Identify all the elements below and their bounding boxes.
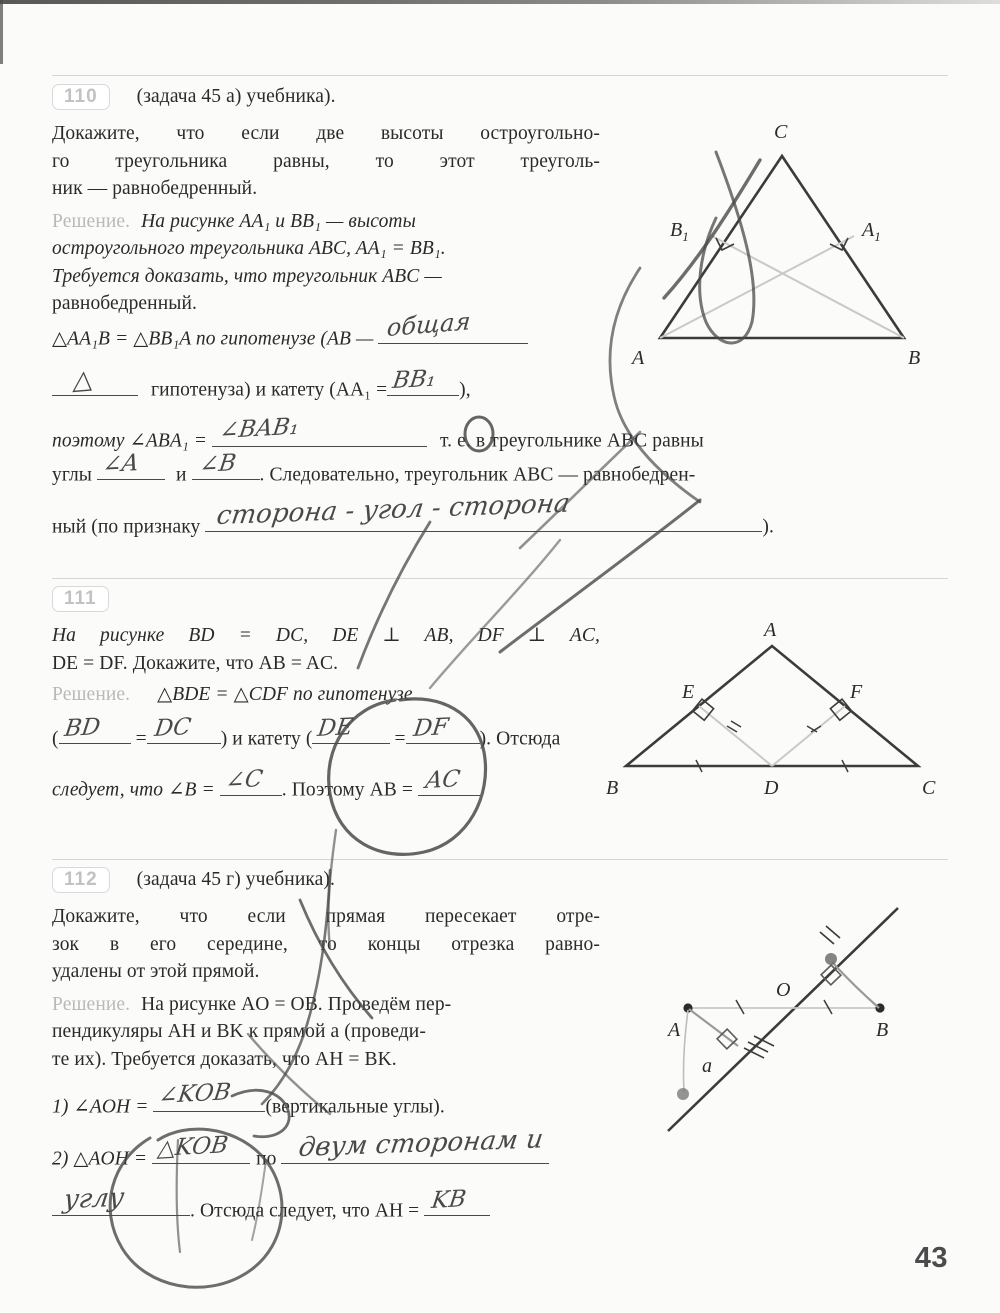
- solution-label-110: Решение.: [52, 210, 131, 232]
- problem-111-header: [52, 586, 600, 612]
- problem-111-statement-line-1: На рисунке BD = DC, DE ⊥ AB, DF ⊥ AC,: [52, 625, 600, 646]
- solution-label-112: Решение.: [52, 993, 131, 1015]
- point-h: [677, 1088, 689, 1100]
- perpendicular-df: [772, 706, 845, 766]
- answer-blank-111-hyp-left[interactable]: [59, 713, 131, 744]
- problem-number-badge-112: 112: [52, 867, 110, 893]
- separator-above-111: [52, 578, 948, 579]
- problem-112-statement-line-2: зок в его середине, то концы отрезка равно-: [52, 933, 600, 955]
- scan-edge-top: [0, 0, 1000, 4]
- answer-blank-111-leg-right[interactable]: [406, 713, 480, 744]
- tick-de-2: [731, 721, 741, 727]
- figure-111-label-f: F: [850, 681, 863, 703]
- answer-blank-110-angle-eq[interactable]: [212, 413, 427, 446]
- figure-112-label-a: A: [668, 1019, 681, 1041]
- figure-110: [612, 108, 948, 380]
- perpendicular-bk: [832, 962, 879, 1008]
- pencil-tick-bk: [820, 926, 840, 944]
- tick-ob: [824, 1000, 832, 1014]
- problem-112-step-1: [52, 1079, 600, 1118]
- handwriting-110-leg: BB₁: [391, 365, 438, 394]
- problem-110-solution-line-2: остроугольного треугольника ABC, AA₁ = BB₁.: [52, 238, 446, 259]
- problem-110-proof-text-1: △AA₁B = △BB₁A по гипотенузе (AB —: [52, 327, 374, 349]
- problem-number-badge-110: 110: [52, 84, 110, 110]
- answer-blank-112-criterion-2[interactable]: [52, 1183, 190, 1216]
- problem-111-proof-line-3: [52, 765, 600, 801]
- problem-110-statement-line-1: Докажите, что если две высоты остроугольно-: [52, 123, 600, 144]
- figure-110-label-b: B: [908, 347, 921, 369]
- problem-112-solution-text-1: На рисунке AO = OB. Проведём пер-: [141, 993, 452, 1015]
- answer-blank-110-common[interactable]: [378, 307, 528, 344]
- problem-110-solution-line-1: [52, 212, 600, 232]
- figure-111-label-a: A: [764, 619, 777, 641]
- answer-blank-111-result[interactable]: [418, 765, 480, 795]
- problem-111-proof-text-3b: . Поэтому AB =: [281, 779, 413, 801]
- problem-112-solution-line-1: [52, 995, 600, 1015]
- figure-112-label-line-a: a: [702, 1055, 712, 1077]
- answer-blank-112-triangle[interactable]: [152, 1132, 250, 1164]
- problem-112: [52, 867, 600, 1221]
- answer-blank-110-leg[interactable]: [387, 365, 459, 395]
- handwriting-111-result: AC: [423, 765, 462, 794]
- problem-110-header: [52, 84, 600, 110]
- problem-111: [52, 586, 600, 800]
- problem-112-step-2: [52, 1124, 600, 1170]
- handwriting-111-angle-c: ∠C: [223, 765, 265, 794]
- problem-111-proof-after: ). Отсюда: [479, 727, 561, 749]
- handwriting-110-angle-a: ∠A: [100, 450, 141, 479]
- problem-110-wide-lines: [52, 450, 948, 538]
- answer-blank-110-angle-b[interactable]: [192, 450, 260, 480]
- answer-blank-111-hyp-right[interactable]: [147, 713, 221, 744]
- page-number: 43: [914, 1242, 948, 1274]
- figure-111-label-d: D: [764, 777, 779, 799]
- problem-111-proof-line-2: [52, 713, 600, 749]
- problem-110-proof-text-4a: углы: [52, 464, 92, 486]
- figure-110-label-c: C: [774, 121, 788, 143]
- problem-112-solution-line-3: те их). Требуется доказать, что AH = BK.: [52, 1048, 397, 1070]
- handwriting-110-common: общая: [386, 307, 473, 342]
- problem-111-solution-text-1: △BDE = △CDF по гипотенузе: [157, 684, 413, 705]
- answer-blank-112-vertical-angle[interactable]: [153, 1079, 265, 1112]
- handwriting-111-hyp-right: DC: [152, 713, 193, 742]
- altitude-bb1: [712, 236, 904, 338]
- problem-110-proof-line-1: [52, 307, 600, 349]
- problem-111-paren-open: (: [52, 727, 59, 749]
- figure-112: [648, 896, 948, 1146]
- figure-111: [600, 614, 948, 806]
- separator-above-112: [52, 859, 948, 860]
- problem-112-step-1-text-a: 1) ∠AOH =: [52, 1096, 149, 1118]
- problem-112-statement-line-3: удалены от этой прямой.: [52, 961, 260, 982]
- scan-edge-left: [0, 0, 3, 64]
- problem-110-proof-text-3b: т. е. в треугольнике ABC равны: [440, 430, 704, 452]
- problem-number-badge-111: 111: [52, 586, 109, 612]
- problem-110-source-note: (задача 45 а) учебника).: [136, 86, 336, 107]
- handwriting-110-angle-eq: ∠BAB₁: [217, 413, 301, 444]
- problem-110-proof-line-4: [52, 450, 948, 486]
- problem-110-statement-line-2: го треугольника равны, то этот треуголь-: [52, 150, 600, 172]
- answer-blank-110-angle-a[interactable]: [97, 450, 165, 480]
- figure-111-label-e: E: [682, 681, 695, 703]
- handwriting-110-angle-b: ∠B: [197, 450, 238, 479]
- answer-blank-110-criterion[interactable]: [205, 488, 762, 532]
- handwriting-111-hyp-left: BD: [62, 713, 102, 742]
- figure-112-label-o: O: [776, 979, 791, 1001]
- handwriting-112-result: KB: [430, 1186, 469, 1215]
- problem-110-proof-text-2: гипотенуза) и катету (AA₁ =: [150, 379, 388, 401]
- problem-110-proof-text-5a: ный (по признаку: [52, 516, 201, 538]
- separator-above-110: [52, 75, 948, 76]
- problem-111-solution-line-1: [52, 685, 600, 705]
- handwriting-111-leg-left: DE: [316, 713, 356, 742]
- handwriting-111-leg-right: DF: [411, 713, 450, 742]
- figure-111-label-b: B: [606, 777, 619, 799]
- handwriting-112-vertical-angle: ∠KOB: [157, 1079, 233, 1110]
- figure-111-label-c: C: [922, 777, 936, 799]
- problem-112-statement-line-1: Докажите, что если прямая пересекает отре-: [52, 906, 600, 927]
- problem-110-statement-line-3: ник — равнобедренный.: [52, 178, 258, 199]
- triangle-abc-110: [660, 156, 904, 338]
- problem-112-header: [52, 867, 600, 893]
- problem-112-step-2-text-b: по: [256, 1148, 277, 1170]
- perpendicular-de: [699, 706, 772, 766]
- problem-111-eq-1: =: [135, 727, 147, 749]
- problem-110-proof-text-4b: и: [175, 464, 187, 486]
- solution-label-111: Решение.: [52, 684, 131, 705]
- problem-112-step-2-text-a: 2) △AOH =: [52, 1148, 148, 1170]
- problem-110-proof-line-3: [52, 413, 704, 452]
- problem-110-proof-paren-2: ),: [459, 379, 471, 401]
- problem-110-proof-line-2: [52, 364, 600, 401]
- pencil-stroke-ah-aux: [684, 1010, 689, 1092]
- triangle-abc-111: [626, 646, 918, 766]
- handwriting-110-criterion: сторона - угол - сторона: [215, 488, 573, 532]
- handwriting-112-triangle: △KOB: [155, 1132, 230, 1163]
- problem-111-statement-line-2: DE = DF. Докажите, что AB = AC.: [52, 652, 339, 674]
- handwriting-110-triangle: △: [71, 364, 95, 396]
- problem-110-proof-text-4c: . Следовательно, треугольник ABC — равнобедрен-: [259, 464, 696, 486]
- answer-blank-112-criterion-1[interactable]: [281, 1124, 549, 1164]
- problem-110-solution-line-3: Требуется доказать, что треугольник ABC —: [52, 265, 442, 287]
- problem-110-proof-text-5b: ).: [762, 516, 774, 538]
- problem-112-step-3: [52, 1183, 600, 1222]
- answer-blank-112-result[interactable]: [424, 1186, 490, 1216]
- problem-112-source-note: (задача 45 г) учебника).: [136, 869, 335, 890]
- altitude-aa1: [660, 236, 854, 338]
- problem-112-solution-line-2: пендикуляры AH и BK к прямой a (проведи-: [52, 1021, 426, 1042]
- handwriting-112-criterion-1: двум сторонам и: [297, 1124, 546, 1164]
- figure-112-label-b: B: [876, 1019, 889, 1041]
- answer-blank-110-triangle[interactable]: [52, 364, 138, 396]
- problem-111-proof-text-3a: следует, что ∠B =: [52, 779, 215, 801]
- problem-110-proof-line-5: [52, 488, 948, 538]
- problem-111-eq-2: =: [394, 727, 406, 749]
- problem-110-solution-line-4: равнобедренный.: [52, 293, 197, 314]
- figure-110-label-a: A: [632, 347, 645, 369]
- point-k: [825, 953, 837, 965]
- problem-110-solution-text-1: На рисунке AA₁ и BB₁ — высоты: [141, 210, 416, 232]
- problem-112-step-3-text: . Отсюда следует, что AH =: [190, 1200, 420, 1222]
- figure-110-label-a1: $A_1$: [862, 219, 881, 244]
- perpendicular-ah: [689, 1009, 738, 1046]
- problem-112-step-1-text-b: (вертикальные углы).: [265, 1096, 445, 1118]
- tick-ao: [736, 1000, 744, 1014]
- problem-110-proof-text-3a: поэтому ∠ABA₁ =: [52, 430, 208, 452]
- problem-111-proof-mid: ) и катету (: [220, 727, 313, 749]
- figure-110-label-b1: $B_1$: [670, 219, 689, 244]
- answer-blank-111-leg-left[interactable]: [312, 713, 390, 744]
- answer-blank-111-angle-c[interactable]: [220, 765, 282, 795]
- handwriting-112-criterion-2: углу: [61, 1183, 127, 1216]
